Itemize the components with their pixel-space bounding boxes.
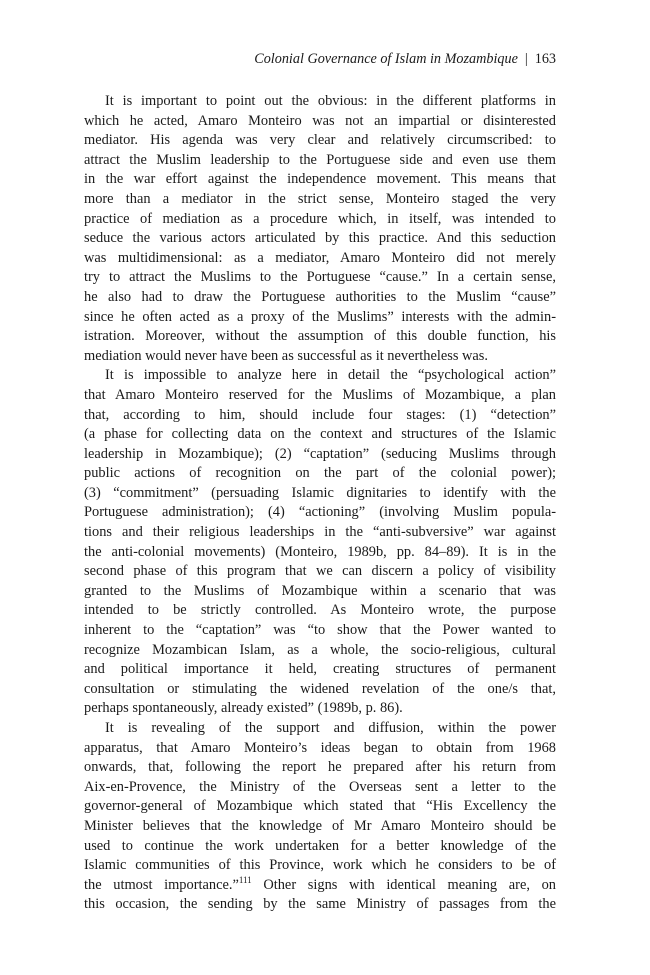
body-text bbox=[84, 92, 556, 915]
text-line: tions and their religious leaderships in the “anti-subversive” war against bbox=[84, 524, 556, 541]
text-line: that, according to him, should include four stages: (1) “detection” bbox=[84, 406, 556, 423]
text-line: more than a mediator in the strict sense, Monteiro staged the very bbox=[84, 190, 556, 207]
paragraph-2 bbox=[84, 366, 556, 719]
text-line: public actions of recognition on the part of the colonial power); bbox=[84, 465, 556, 482]
text-line: consultation or stimulating the widened revelation of the one/s that, bbox=[84, 680, 556, 697]
text-line: try to attract the Muslims to the Portuguese “cause.” In a certain sense, bbox=[84, 269, 556, 286]
text-line: he also had to draw the Portuguese authorities to the Muslim “cause” bbox=[84, 288, 556, 305]
text-line: It is impossible to analyze here in detail the “psychological action” bbox=[105, 367, 556, 384]
text-line: intended to be strictly controlled. As Monteiro wrote, the purpose bbox=[84, 602, 556, 619]
header-separator: | bbox=[524, 51, 528, 67]
text-line bbox=[84, 876, 556, 896]
text-fragment: the utmost importance.” bbox=[84, 876, 239, 893]
running-head bbox=[94, 50, 556, 68]
text-line: this occasion, the sending by the same Ministry of passages from the bbox=[84, 896, 556, 913]
text-line: inherent to the “captation” was “to show that the Power wanted to bbox=[84, 622, 556, 639]
text-line: governor-general of Mozambique which stated that “His Excellency the bbox=[84, 798, 556, 815]
text-line: was multidimensional: as a mediator, Amaro Monteiro did not merely bbox=[84, 249, 556, 266]
text-line: the anti-colonial movements) (Monteiro, 1989b, pp. 84–89). It is in the bbox=[84, 543, 556, 560]
text-line: (a phase for collecting data on the context and structures of the Islamic bbox=[84, 426, 556, 443]
text-line: It is important to point out the obvious: in the different platforms in bbox=[105, 93, 556, 109]
text-line: that Amaro Monteiro reserved for the Muslims of Mozambique, a plan bbox=[84, 386, 556, 403]
text-line: attract the Muslim leadership to the Portuguese side and even use them bbox=[84, 151, 556, 168]
page-number: 163 bbox=[534, 51, 556, 67]
text-line: Minister believes that the knowledge of Mr Amaro Monteiro should be bbox=[84, 817, 556, 834]
text-line: leadership in Mozambique); (2) “captation” (seducing Muslims through bbox=[84, 445, 556, 462]
text-line: Portuguese administration); (4) “actioning” (involving Muslim popula- bbox=[84, 504, 556, 521]
running-title: Colonial Governance of Islam in Mozambique bbox=[254, 51, 518, 67]
text-line: Islamic communities of this Province, work which he considers to be of bbox=[84, 857, 556, 874]
text-line: and political importance it held, creating structures of permanent bbox=[84, 661, 556, 678]
text-line: istration. Moreover, without the assumption of this double function, his bbox=[84, 328, 556, 345]
footnote-reference[interactable]: 111 bbox=[238, 874, 252, 885]
text-line: It is revealing of the support and diffusion, within the power bbox=[105, 720, 556, 736]
text-line: (3) “commitment” (persuading Islamic dignitaries to identify with the bbox=[84, 484, 556, 501]
text-line: seduce the various actors articulated by this practice. And this seduction bbox=[84, 230, 556, 247]
text-line: Aix-en-Provence, the Ministry of the Overseas sent a letter to the bbox=[84, 778, 556, 795]
text-fragment: Other signs with identical meaning are, on bbox=[251, 876, 556, 893]
text-line: perhaps spontaneously, already existed” (1989b, p. 86). bbox=[84, 700, 403, 717]
text-line: granted to the Muslims of Mozambique within a scenario that was bbox=[84, 582, 556, 599]
text-line: practice of mediation as a procedure which, in itself, was intended to bbox=[84, 210, 556, 227]
text-line: apparatus, that Amaro Monteiro’s ideas began to obtain from 1968 bbox=[84, 739, 556, 756]
text-line: used to continue the work undertaken for a better knowledge of the bbox=[84, 837, 556, 854]
text-line: which he acted, Amaro Monteiro was not an impartial or disinterested bbox=[84, 112, 556, 129]
text-line: mediation would never have been as successful as it nevertheless was. bbox=[84, 347, 489, 364]
text-line: recognize Mozambican Islam, as a whole, the socio-religious, cultural bbox=[84, 641, 556, 658]
text-line: in the war effort against the independence movement. This means that bbox=[84, 171, 556, 188]
paragraph-1 bbox=[84, 92, 556, 366]
paragraph-3 bbox=[84, 719, 556, 915]
text-line: second phase of this program that we can discern a policy of visibility bbox=[84, 563, 556, 580]
text-line: since he often acted as a proxy of the Muslims” interests with the admin- bbox=[84, 308, 556, 325]
text-line: mediator. His agenda was very clear and relatively circumscribed: to bbox=[84, 132, 556, 149]
text-line: onwards, that, following the report he prepared after his return from bbox=[84, 759, 556, 776]
